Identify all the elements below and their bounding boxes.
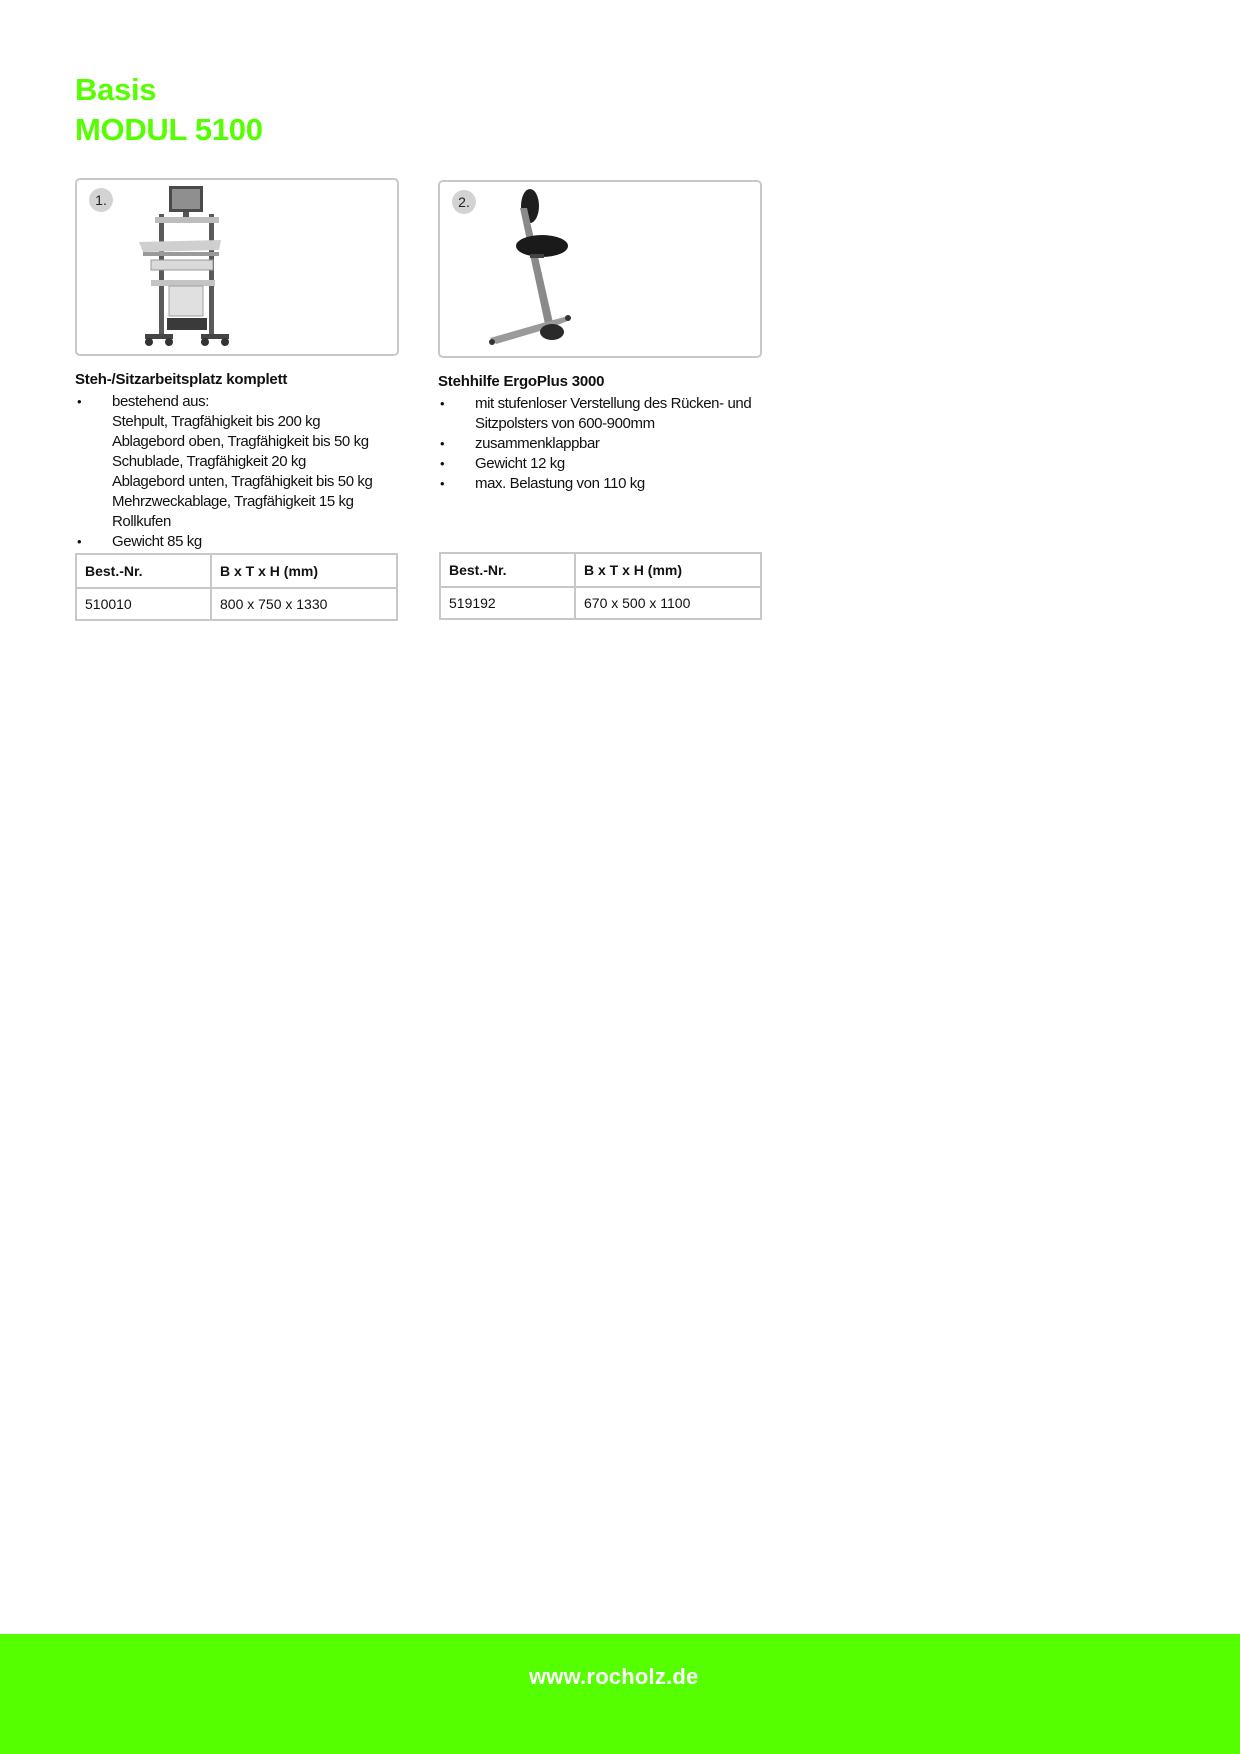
product-title: Steh-/Sitzarbeitsplatz komplett [75,371,288,388]
spec-item: Ablagebord unten, Tragfähigkeit bis 50 kg [112,473,373,490]
product-card-2 [438,180,762,494]
product-image-frame [75,178,399,356]
spec-item: Rollkufen [112,513,171,530]
cell-dimensions: 800 x 750 x 1330 [211,588,397,620]
title-line-basis: Basis [75,72,157,107]
product-title: Stehhilfe ErgoPlus 3000 [438,373,605,390]
order-table-2 [439,552,762,620]
spec-list [438,394,762,494]
product-card-1 [75,178,399,552]
cell-order-number: 510010 [76,588,211,620]
product-number-badge: 1. [89,188,113,212]
cell-dimensions: 670 x 500 x 1100 [575,587,761,619]
website-link[interactable]: www.rocholz.de [529,1664,699,1689]
spec-item: Stehpult, Tragfähigkeit bis 200 kg [112,413,321,430]
title-line-modul: MODUL 5100 [75,112,263,147]
spec-item: Schublade, Tragfähigkeit 20 kg [112,453,306,470]
spec-item: • mit stufenloser Verstellung des Rücken- und [438,394,762,414]
standing-aid-image [480,186,580,352]
spec-item: Mehrzweckablage, Tragfähigkeit 15 kg [112,493,354,510]
spec-item: Sitzpolsters von 600-900mm [475,415,655,432]
table-row [440,587,761,619]
table-header-row [440,553,761,587]
spec-item: Ablagebord oben, Tragfähigkeit bis 50 kg [112,433,369,450]
product-image-frame [438,180,762,358]
spec-item: • Gewicht 12 kg [438,454,762,474]
order-table-1 [75,553,398,621]
product-number-badge: 2. [452,190,476,214]
spec-list [75,392,399,552]
table-header-row [76,554,397,588]
header-order-number: Best.-Nr. [76,554,211,588]
cell-order-number: 519192 [440,587,575,619]
spec-item: • Gewicht 85 kg [75,532,399,552]
header-order-number: Best.-Nr. [440,553,575,587]
header-dimensions: B x T x H (mm) [575,553,761,587]
spec-item: • zusammenklappbar [438,434,762,454]
header-dimensions: B x T x H (mm) [211,554,397,588]
table-row [76,588,397,620]
workstation-image [137,184,247,350]
spec-item: • max. Belastung von 110 kg [438,474,762,494]
footer-bar [0,1634,1240,1754]
page-title [75,70,263,150]
spec-item: • bestehend aus: [75,392,399,412]
